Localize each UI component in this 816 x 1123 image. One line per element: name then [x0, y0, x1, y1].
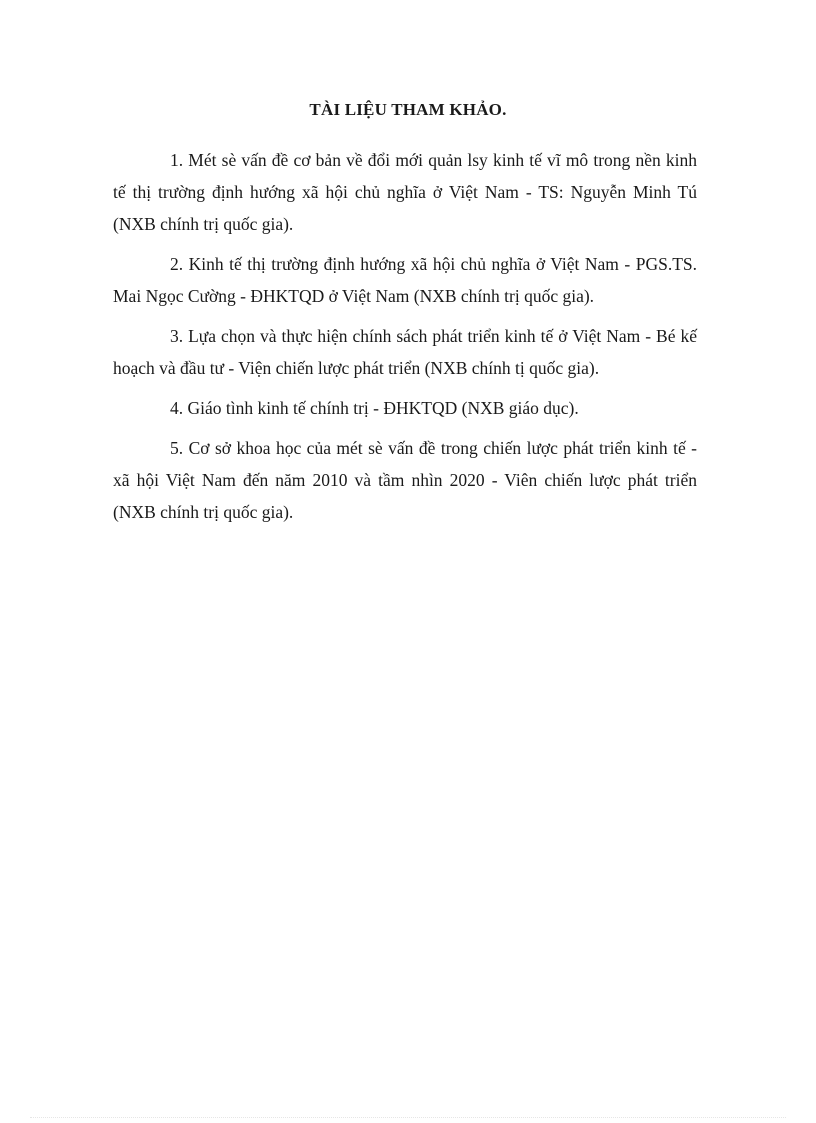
reference-item-3: 3. Lựa chọn và thực hiện chính sách phát triển kinh tế ở Việt Nam - Bé kế hoạch và đầu tư - Viện chiến lược phát triển (NXB chính tị quốc gia). [113, 326, 697, 378]
page-title: TÀI LIỆU THAM KHẢO. [309, 100, 507, 119]
document-content [113, 100, 697, 536]
page-bottom-divider [30, 1117, 786, 1118]
reference-item-4: 4. Giáo tình kinh tế chính trị - ĐHKTQD (NXB giáo dục). [170, 398, 579, 418]
reference-item-5: 5. Cơ sở khoa học của mét sè vấn đề trong chiến lược phát triển kinh tế - xã hội Việt Nam đến năm 2010 và tầm nhìn 2020 - Viên chiến lược phát triển (NXB chính trị quốc gia). [113, 438, 697, 522]
reference-item-1: 1. Mét sè vấn đề cơ bản về đổi mới quản lsy kinh tế vĩ mô trong nền kinh tế thị trường định hướng xã hội chủ nghĩa ở Việt Nam - TS: Nguyễn Minh Tú (NXB chính trị quốc gia). [113, 150, 697, 234]
reference-item-2: 2. Kinh tế thị trường định hướng xã hội chủ nghĩa ở Việt Nam - PGS.TS. Mai Ngọc Cường - ĐHKTQD ở Việt Nam (NXB chính trị quốc gia). [113, 254, 697, 306]
